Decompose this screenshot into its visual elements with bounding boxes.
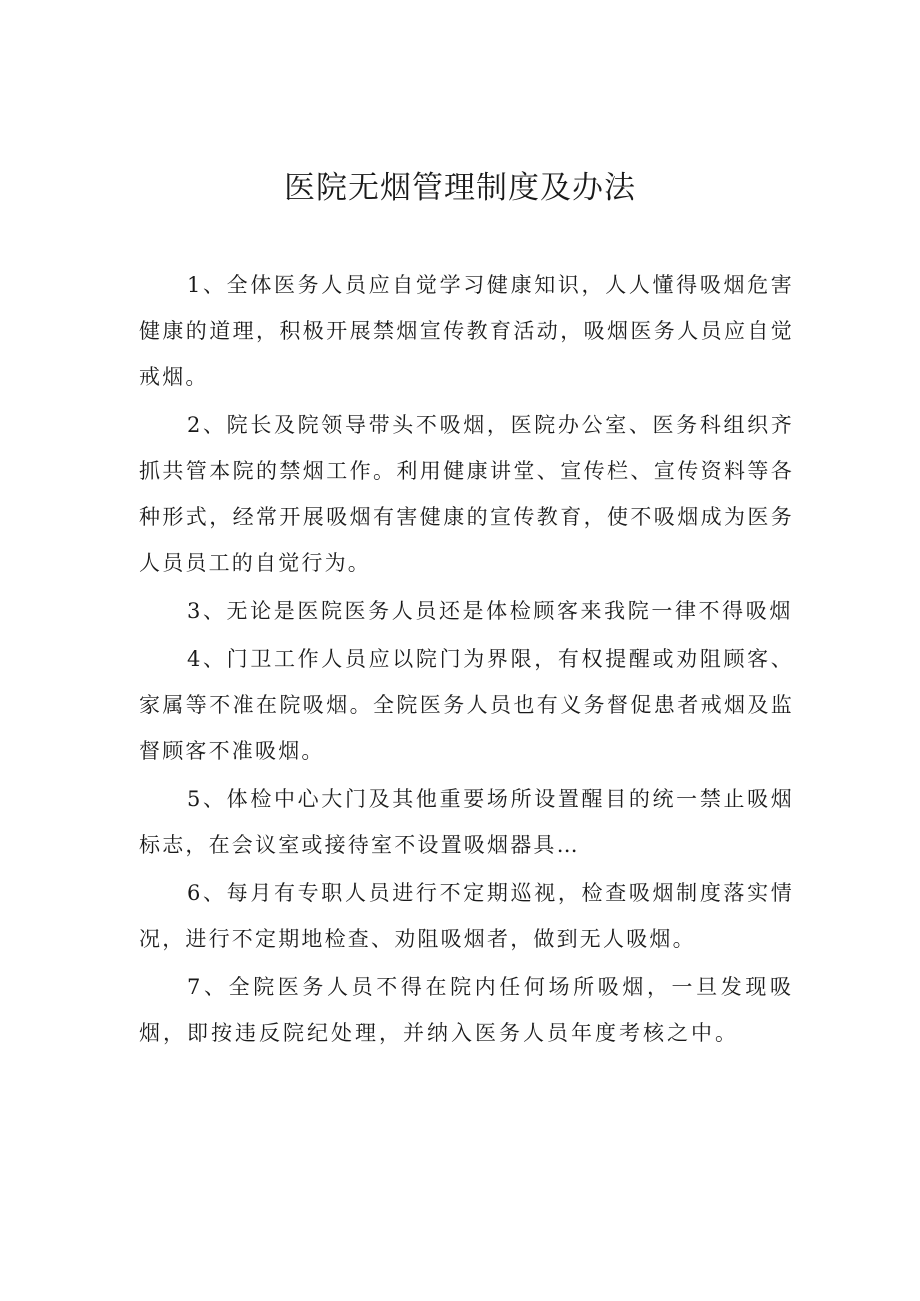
paragraph-2: 2、院长及院领导带头不吸烟，医院办公室、医务科组织齐抓共管本院的禁烟工作。利用健康讲堂、宣传栏、宣传资料等各种形式，经常开展吸烟有害健康的宣传教育，使不吸烟成为医务人员员工的自觉行为。	[139, 413, 794, 575]
document-title: 医院无烟管理制度及办法	[284, 170, 636, 206]
document-body	[139, 262, 794, 1058]
paragraph-4: 4、门卫工作人员应以院门为界限，有权提醒或劝阻顾客、家属等不准在院吸烟。全院医务人员也有义务督促患者戒烟及监督顾客不准吸烟。	[139, 647, 794, 763]
paragraph-7: 7、全院医务人员不得在院内任何场所吸烟，一旦发现吸烟，即按违反院纪处理，并纳入医务人员年度考核之中。	[139, 975, 794, 1045]
paragraph-1: 1、全体医务人员应自觉学习健康知识，人人懂得吸烟危害健康的道理，积极开展禁烟宣传教育活动，吸烟医务人员应自觉戒烟。	[139, 273, 794, 389]
paragraph-5: 5、体检中心大门及其他重要场所设置醒目的统一禁止吸烟标志，在会议室或接待室不设置吸烟器具…	[139, 787, 794, 857]
paragraph-6: 6、每月有专职人员进行不定期巡视，检查吸烟制度落实情况，进行不定期地检查、劝阻吸烟者，做到无人吸烟。	[139, 881, 794, 951]
paragraph-3: 3、无论是医院医务人员还是体检顾客来我院一律不得吸烟	[187, 599, 793, 623]
